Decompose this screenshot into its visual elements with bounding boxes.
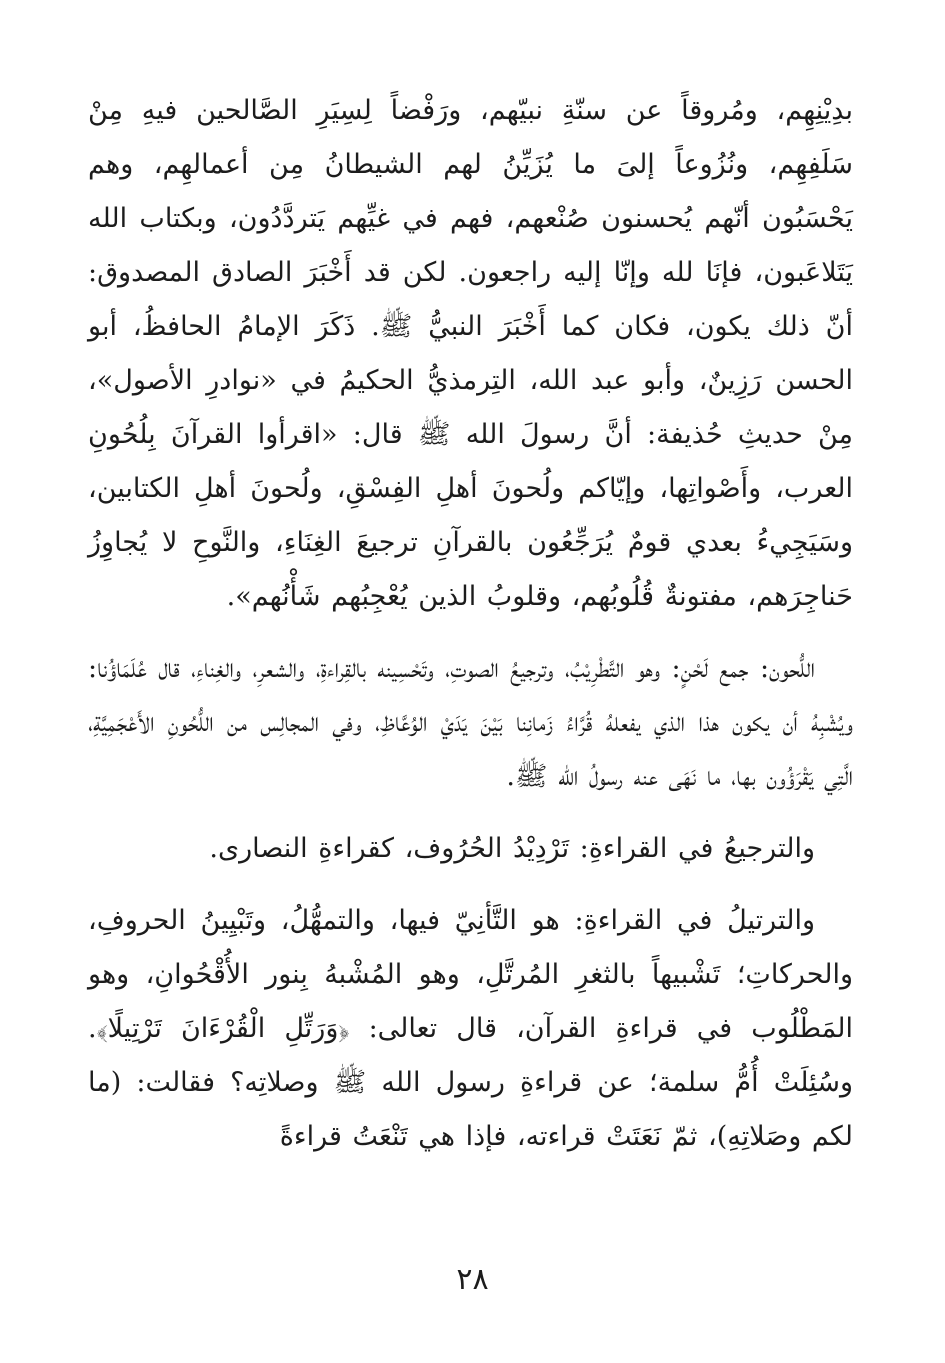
paragraph-3: والترجيعُ في القراءةِ: تَرْدِيْدُ الحُرُوف، كقراءةِ النصارى. (209, 833, 815, 864)
paragraph-2: اللُّحون: جمع لَحْنٍ: وهو التَّطْرِيْبُ، وترجيعُ الصوتِ، وتَحْسِينه بالقِراءةِ، والشعرِ، والغِناءِ، قال عُلَمَاؤُنا: ويُشْبِهُ أن يكون هذا الذي يفعلهُ قُرَّاءُ زَمانِنا بَيْنَ يَدَيْ الوُعَّاظِ، وفي المجالِس من اللُّحُونِ الأَعْجَمِيَّةِ، الَّتِي يَقْرَؤُون بها، ما نَهَى عنه رسولُ الله ﷺ. (88, 653, 853, 792)
paragraph-1: بدِيْنِهِم، ومُروقاً عن سنّةِ نبيّهم، ورَفْضاً لِسِيَرِ الصَّالحين فيهِ مِنْ سَلَفِهِم، ونُزُوعاً إلىَ ما يُزَيِّنُ لهم الشيطانُ مِن أعمالهِم، وهم يَحْسَبُون أنّهم يُحسنون صُنْعهم، فهم في غيِّهم يَتردَّدُون، وبكتاب الله يَتَلاعَبون، فإنَا لله وإنّا إليه راجعون. لكن قد أَخْبَرَ الصادق المصدوق: أنّ ذلك يكون، فكان كما أَخْبَرَ النبيُّ ﷺ. ذَكَرَ الإمامُ الحافظُ، أبو الحسن رَزِينٌ، وأبو عبد الله، التِرمذيُّ الحكيمُ في «نوادرِ الأصول»، مِنْ حديثِ حُذيفة: أنَّ رسولَ الله ﷺ قال: «اقرأوا القرآنَ بِلُحُونِ العرب، وأَصْواتِها، وإيّاكم ولُحونَ أهلِ الفِسْقِ، ولُحونَ أهلِ الكتابين، وسَيَجِيءُ بعدي قومٌ يُرَجِّعُون بالقرآنِ ترجيعَ الغِنَاءِ، والنَّوحِ لا يُجاوِزُ حَناجِرَهم، مفتونةٌ قُلُوبُهم، وقلوبُ الذين يُعْجِبُهم شَأْنُهم». (88, 95, 853, 612)
page-number: ٢٨ (456, 1262, 489, 1297)
paragraph-4: والترتيلُ في القراءةِ: هو التَّأنِيّ فيها، والتمهُّلُ، وتَبْيِينُ الحروفِ، والحركاتِ؛ تَشْبيهاً بالثغرِ المُرتَّلِ، وهو المُشْبهُ بِنور الأُقْحُوانِ، وهو المَطْلُوب في قراءةِ القرآن، قال تعالى: ﴿وَرَتِّلِ الْقُرْءَانَ تَرْتِيلًا﴾. وسُئِلَتْ أُمُّ سلمة؛ عن قراءةِ رسول الله ﷺ وصلاتِه؟ فقالت: (ما لكم وصَلاتِهِ)، ثمّ نَعَتَتْ قراءته، فإذا هي تَنْعَتُ قراءةً (88, 905, 853, 1152)
page-body (88, 84, 853, 1164)
